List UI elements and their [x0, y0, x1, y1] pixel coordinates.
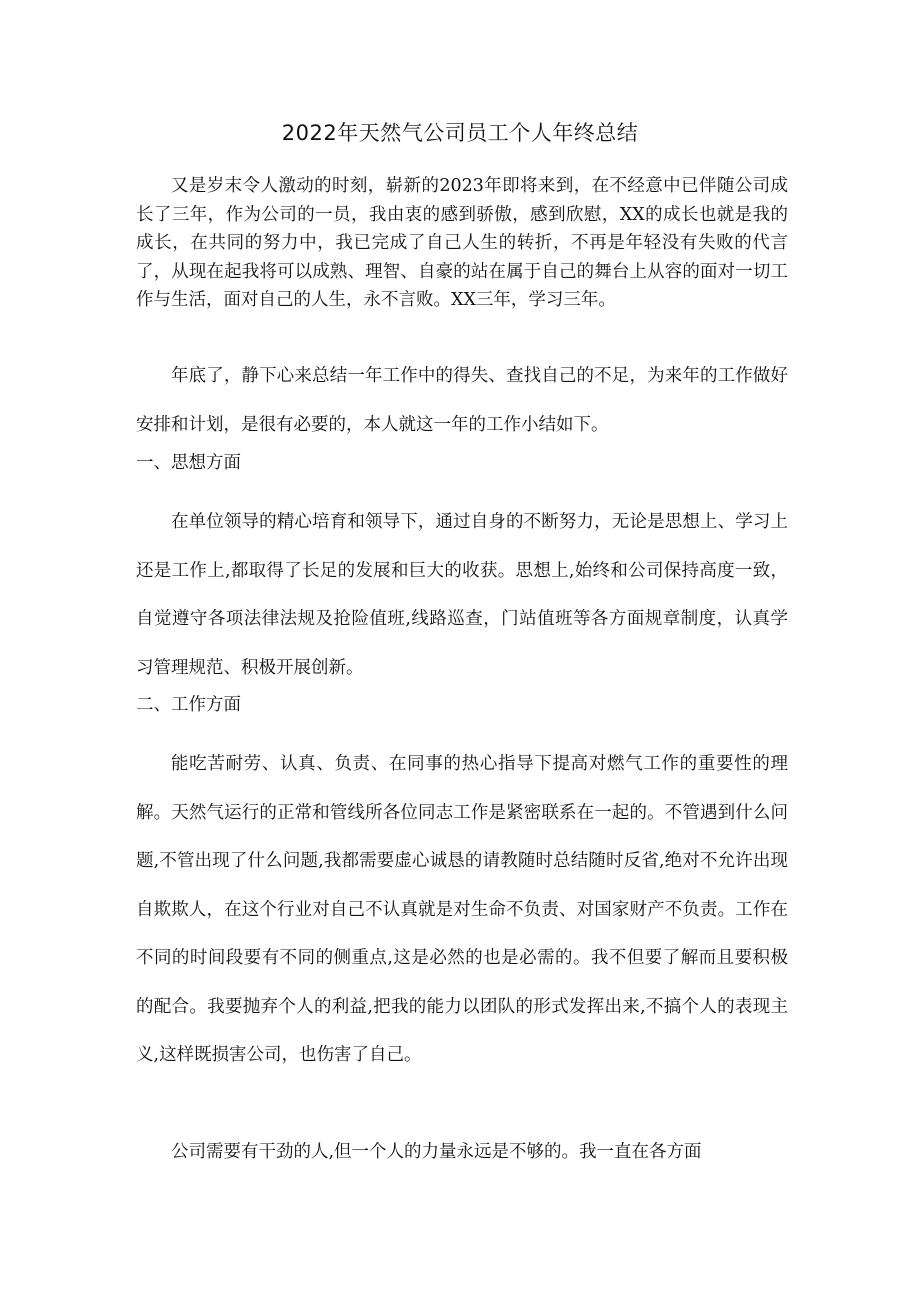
section-heading-thought: 一、思想方面 [136, 453, 241, 473]
paragraph-work: 能吃苦耐劳、认真、负责、在同事的热心指导下提高对燃气工作的重要性的理解。天然气运行的正常和管线所各位同志工作是紧密联系在一起的。不管遇到什么问题,不管出现了什么问题,我都需要虚心诚恳的请教随时总结随时反省,绝对不允许出现自欺欺人，在这个行业对自己不认真就是对生命不负责、对国家财产不负责。工作在不同的时间段要有不同的侧重点,这是必然的也是必需的。我不但要了解而且要积极的配合。我要抛弃个人的利益,把我的能力以团队的形式发挥出来,不搞个人的表现主义,这样既损害公司，也伤害了自己。 [136, 754, 788, 1065]
paragraph-intro: 又是岁末令人激动的时刻，崭新的2023年即将来到，在不经意中已伴随公司成长了三年，作为公司的一员，我由衷的感到骄傲，感到欣慰，XX的成长也就是我的成长，在共同的努力中，我已完成了自己人生的转折，不再是年轻没有失败的代言了，从现在起我将可以成熟、理智、自豪的站在属于自己的舞台上从容的面对一切工作与生活，面对自己的人生，永不言败。XX三年，学习三年。 [136, 176, 788, 311]
paragraph-company-needs: 公司需要有干劲的人,但一个人的力量永远是不够的。我一直在各方面 [171, 1142, 702, 1162]
document-title: 2022年天然气公司员工个人年终总结 [281, 121, 639, 145]
paragraph-year-end: 年底了，静下心来总结一年工作中的得失、查找自己的不足，为来年的工作做好安排和计划，是很有必要的，本人就这一年的工作小结如下。 [136, 366, 788, 435]
section-heading-work: 二、工作方面 [136, 695, 241, 715]
paragraph-thought: 在单位领导的精心培育和领导下，通过自身的不断努力，无论是思想上、学习上还是工作上,都取得了长足的发展和巨大的收获。思想上,始终和公司保持高度一致，自觉遵守各项法律法规及抢险值班,线路巡查，门站值班等各方面规章制度，认真学习管理规范、积极开展创新。 [136, 512, 788, 678]
